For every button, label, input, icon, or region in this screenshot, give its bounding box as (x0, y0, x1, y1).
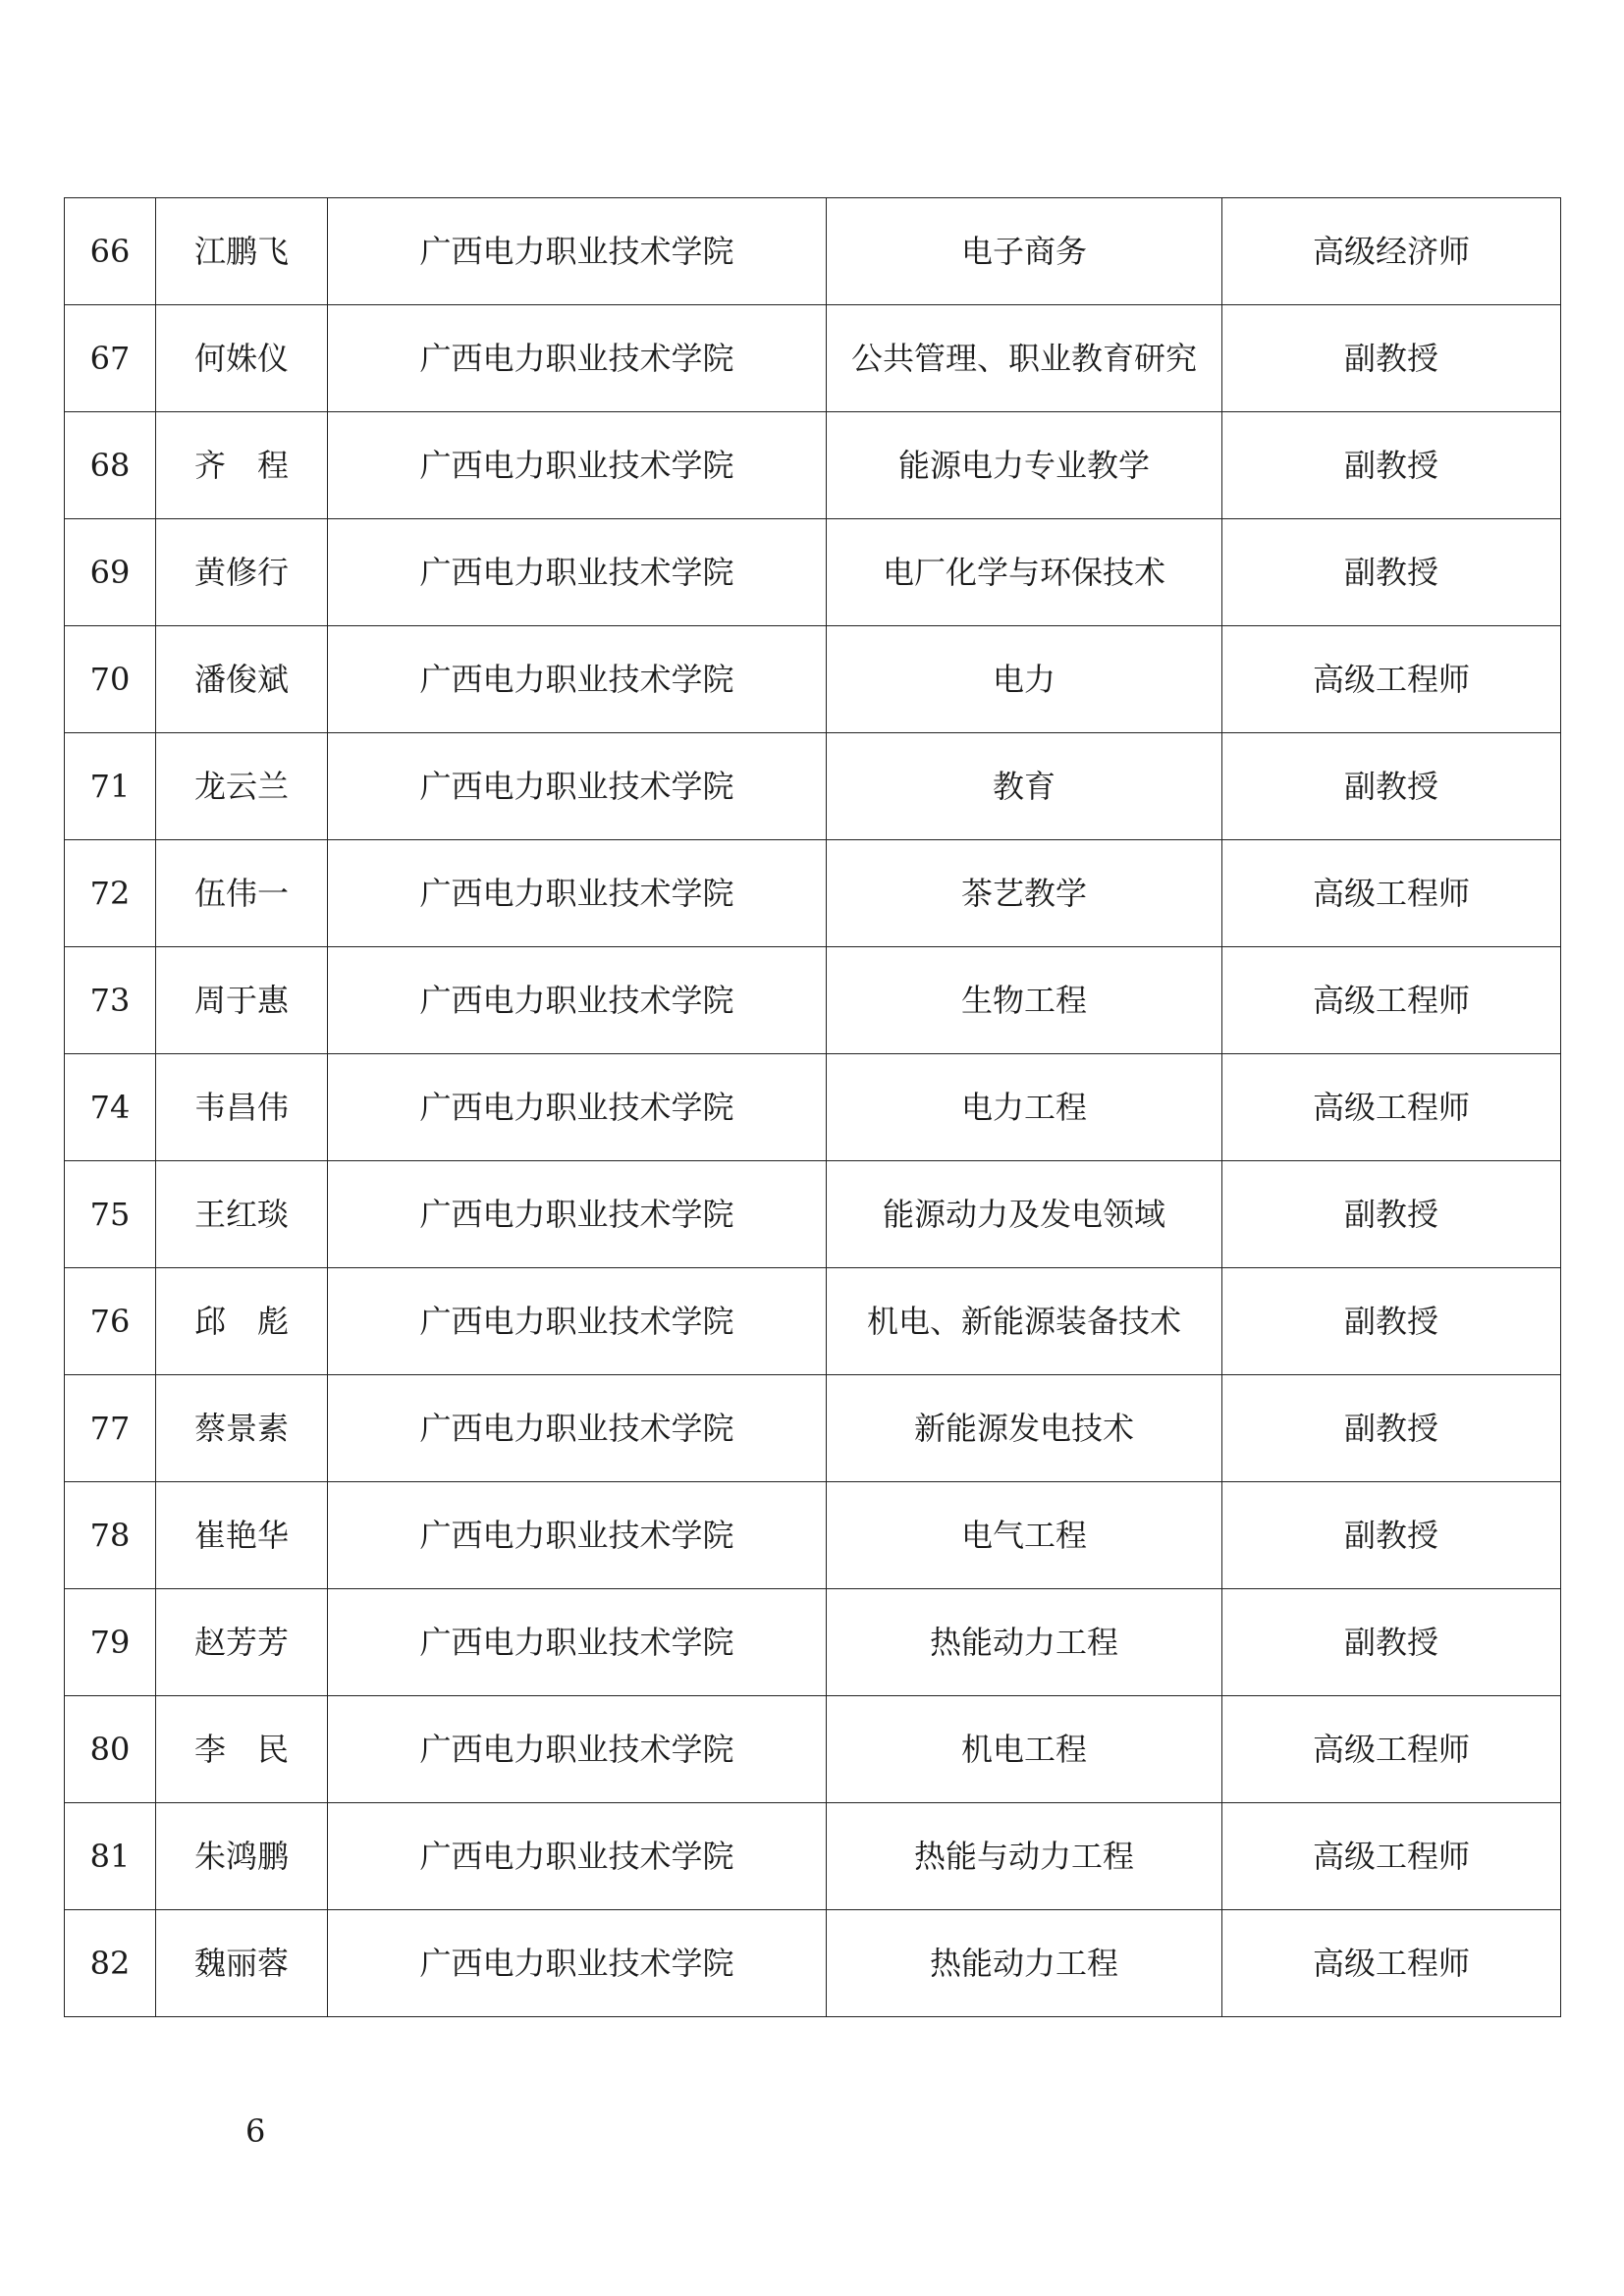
professional-field: 电子商务 (827, 198, 1222, 305)
expert-name: 邱 彪 (156, 1268, 328, 1375)
professional-title: 副教授 (1222, 1375, 1561, 1482)
expert-name: 齐 程 (156, 412, 328, 519)
professional-title: 副教授 (1222, 1161, 1561, 1268)
row-number: 70 (65, 626, 156, 733)
row-number: 77 (65, 1375, 156, 1482)
row-number: 71 (65, 733, 156, 840)
professional-field: 热能动力工程 (827, 1589, 1222, 1696)
expert-table (64, 197, 1561, 2017)
expert-name: 崔艳华 (156, 1482, 328, 1589)
professional-field: 能源动力及发电领域 (827, 1161, 1222, 1268)
professional-field: 电力 (827, 626, 1222, 733)
table-row (65, 1375, 1561, 1482)
table-row (65, 1482, 1561, 1589)
page-number: 6 (245, 2112, 266, 2150)
professional-title: 副教授 (1222, 305, 1561, 412)
professional-title: 高级工程师 (1222, 840, 1561, 947)
row-number: 79 (65, 1589, 156, 1696)
professional-field: 能源电力专业教学 (827, 412, 1222, 519)
table-row (65, 1268, 1561, 1375)
professional-field: 公共管理、职业教育研究 (827, 305, 1222, 412)
row-number: 76 (65, 1268, 156, 1375)
row-number: 74 (65, 1054, 156, 1161)
expert-name: 魏丽蓉 (156, 1910, 328, 2017)
professional-field: 机电、新能源装备技术 (827, 1268, 1222, 1375)
work-unit: 广西电力职业技术学院 (328, 840, 827, 947)
work-unit: 广西电力职业技术学院 (328, 1268, 827, 1375)
table-row (65, 198, 1561, 305)
work-unit: 广西电力职业技术学院 (328, 1589, 827, 1696)
row-number: 68 (65, 412, 156, 519)
row-number: 81 (65, 1803, 156, 1910)
professional-title: 高级工程师 (1222, 1803, 1561, 1910)
expert-name: 伍伟一 (156, 840, 328, 947)
professional-field: 电力工程 (827, 1054, 1222, 1161)
work-unit: 广西电力职业技术学院 (328, 198, 827, 305)
professional-title: 高级工程师 (1222, 947, 1561, 1054)
professional-title: 高级工程师 (1222, 1910, 1561, 2017)
work-unit: 广西电力职业技术学院 (328, 1161, 827, 1268)
table-row (65, 1589, 1561, 1696)
row-number: 67 (65, 305, 156, 412)
professional-field: 教育 (827, 733, 1222, 840)
professional-title: 副教授 (1222, 519, 1561, 626)
professional-title: 副教授 (1222, 733, 1561, 840)
professional-field: 热能动力工程 (827, 1910, 1222, 2017)
row-number: 72 (65, 840, 156, 947)
table-row (65, 305, 1561, 412)
expert-name: 王红琰 (156, 1161, 328, 1268)
row-number: 80 (65, 1696, 156, 1803)
work-unit: 广西电力职业技术学院 (328, 519, 827, 626)
professional-field: 电厂化学与环保技术 (827, 519, 1222, 626)
professional-title: 副教授 (1222, 1589, 1561, 1696)
row-number: 75 (65, 1161, 156, 1268)
table-row (65, 947, 1561, 1054)
table-row (65, 412, 1561, 519)
row-number: 66 (65, 198, 156, 305)
work-unit: 广西电力职业技术学院 (328, 1375, 827, 1482)
professional-field: 生物工程 (827, 947, 1222, 1054)
professional-title: 副教授 (1222, 412, 1561, 519)
row-number: 78 (65, 1482, 156, 1589)
work-unit: 广西电力职业技术学院 (328, 1482, 827, 1589)
table-body (65, 198, 1561, 2017)
professional-title: 高级工程师 (1222, 626, 1561, 733)
table-row (65, 840, 1561, 947)
professional-title: 高级经济师 (1222, 198, 1561, 305)
work-unit: 广西电力职业技术学院 (328, 626, 827, 733)
work-unit: 广西电力职业技术学院 (328, 412, 827, 519)
row-number: 73 (65, 947, 156, 1054)
expert-name: 韦昌伟 (156, 1054, 328, 1161)
expert-name: 赵芳芳 (156, 1589, 328, 1696)
professional-field: 电气工程 (827, 1482, 1222, 1589)
expert-name: 蔡景素 (156, 1375, 328, 1482)
professional-title: 副教授 (1222, 1268, 1561, 1375)
work-unit: 广西电力职业技术学院 (328, 947, 827, 1054)
table-row (65, 1054, 1561, 1161)
expert-name: 龙云兰 (156, 733, 328, 840)
professional-title: 副教授 (1222, 1482, 1561, 1589)
work-unit: 广西电力职业技术学院 (328, 733, 827, 840)
expert-name: 李 民 (156, 1696, 328, 1803)
table-row (65, 1910, 1561, 2017)
professional-field: 热能与动力工程 (827, 1803, 1222, 1910)
row-number: 69 (65, 519, 156, 626)
work-unit: 广西电力职业技术学院 (328, 1910, 827, 2017)
row-number: 82 (65, 1910, 156, 2017)
professional-title: 高级工程师 (1222, 1054, 1561, 1161)
expert-name: 潘俊斌 (156, 626, 328, 733)
expert-name: 江鹏飞 (156, 198, 328, 305)
professional-field: 茶艺教学 (827, 840, 1222, 947)
expert-name: 朱鸿鹏 (156, 1803, 328, 1910)
expert-name: 黄修行 (156, 519, 328, 626)
table-row (65, 519, 1561, 626)
table-row (65, 626, 1561, 733)
professional-title: 高级工程师 (1222, 1696, 1561, 1803)
professional-field: 新能源发电技术 (827, 1375, 1222, 1482)
table-row (65, 1161, 1561, 1268)
work-unit: 广西电力职业技术学院 (328, 1054, 827, 1161)
expert-name: 何姝仪 (156, 305, 328, 412)
expert-name: 周于惠 (156, 947, 328, 1054)
work-unit: 广西电力职业技术学院 (328, 305, 827, 412)
table-row (65, 1803, 1561, 1910)
work-unit: 广西电力职业技术学院 (328, 1803, 827, 1910)
table-row (65, 1696, 1561, 1803)
work-unit: 广西电力职业技术学院 (328, 1696, 827, 1803)
table-row (65, 733, 1561, 840)
professional-field: 机电工程 (827, 1696, 1222, 1803)
